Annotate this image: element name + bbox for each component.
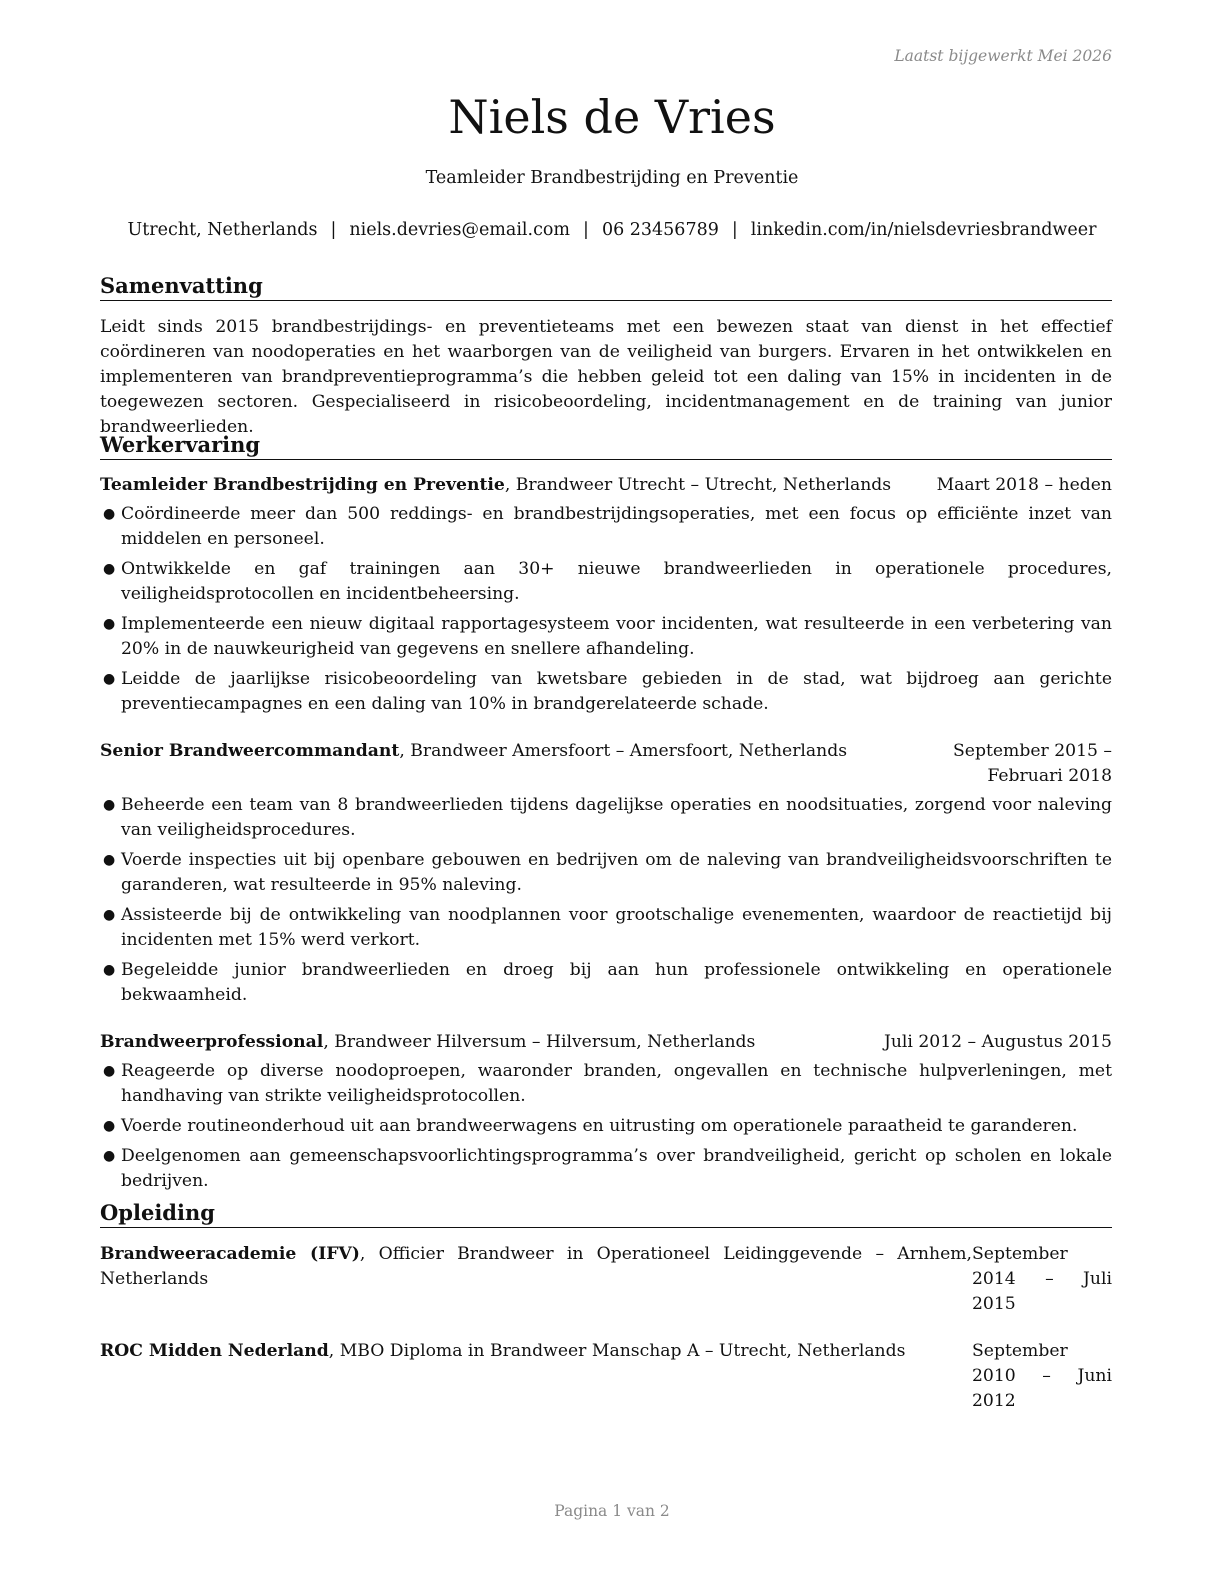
bullet-icon: ● <box>103 1148 116 1164</box>
list-item: ● Beheerde een team van 8 brandweerlieden tijdens dagelijkse operaties en noodsituaties, zorgend voor naleving van veiligheidsprocedures. <box>103 795 1112 840</box>
job-dates: Juli 2012 – Augustus 2015 <box>883 1032 1112 1052</box>
job-title: Senior Brandweercommandant <box>100 741 400 761</box>
job-entry <box>100 739 1112 1008</box>
job-dates: Maart 2018 – heden <box>936 475 1112 495</box>
education-program: , MBO Diploma in Brandweer Manschap A – Utrecht, Netherlands <box>328 1341 906 1361</box>
job-header <box>100 473 1112 498</box>
education-heading: Opleiding <box>100 1199 1112 1228</box>
summary-text: Leidt sinds 2015 brandbestrijdings- en preventieteams met een bewezen staat van dienst in het effectief coördineren van noodoperaties en het waarborgen van de veiligheid van burgers. Ervaren in het ontwikkelen en implementeren van brandpreventieprogramma’s die hebben geleid tot een daling van 15% in incidenten in de toegewezen sectoren. Gespecialiseerd in risicobeoordeling, incidentmanagement en de training van junior brandweerlieden. <box>100 317 1112 437</box>
summary-heading: Samenvatting <box>100 272 1112 301</box>
contact-email[interactable]: niels.devries@email.com <box>349 220 571 240</box>
bullet-icon: ● <box>103 671 116 687</box>
headline: Teamleider Brandbestrijding en Preventie <box>425 168 799 188</box>
list-item: ● Voerde routineonderhoud uit aan brandweerwagens en uitrusting om operationele paraatheid te garanderen. <box>100 1114 1112 1139</box>
education-entry <box>100 1339 1112 1414</box>
list-item: ● Coördineerde meer dan 500 reddings- en brandbestrijdingsoperaties, met een focus op efficiënte inzet van middelen en personeel. <box>103 504 1112 549</box>
list-item: ● Ontwikkelde en gaf trainingen aan 30+ nieuwe brandweerlieden in operationele procedures, veiligheidsprotocollen en incidentbeheersing. <box>103 559 1112 604</box>
list-item: ● Reageerde op diverse noodoproepen, waaronder branden, ongevallen en technische hulpverleningen, met handhaving van strikte veiligheidsprotocollen. <box>103 1061 1112 1106</box>
job-bullets <box>100 1059 1112 1194</box>
education-school: ROC Midden Nederland <box>100 1341 329 1361</box>
list-item: ● Assisteerde bij de ontwikkeling van noodplannen voor grootschalige evenementen, waardoor de reactietijd bij incidenten met 15% werd verkort. <box>103 905 1112 950</box>
bullet-icon: ● <box>103 907 116 923</box>
contact-separator: | <box>583 220 589 240</box>
summary-section <box>100 272 1112 440</box>
list-item: ● Deelgenomen aan gemeenschapsvoorlichtingsprogramma’s over brandveiligheid, gericht op scholen en lokale bedrijven. <box>103 1146 1112 1191</box>
job-bullets <box>100 502 1112 717</box>
list-item: ● Leidde de jaarlijkse risicobeoordeling van kwetsbare gebieden in de stad, wat bijdroeg aan gerichte preventiecampagnes en een daling van 10% in brandgerelateerde schade. <box>103 669 1112 714</box>
bullet-icon: ● <box>103 1118 116 1134</box>
experience-section <box>100 431 1112 1199</box>
job-entry <box>100 473 1112 717</box>
education-dates: September 2010 – Juni 2012 <box>972 1341 1112 1411</box>
job-title: Brandweerprofessional <box>100 1032 324 1052</box>
page-number: Pagina 1 van 2 <box>554 1502 670 1520</box>
education-dates: September 2014 – Juli 2015 <box>972 1244 1112 1314</box>
job-title: Teamleider Brandbestrijding en Preventie <box>100 475 505 495</box>
bullet-icon: ● <box>103 561 116 577</box>
contact-phone[interactable]: 06 23456789 <box>601 220 719 240</box>
education-section <box>100 1199 1112 1414</box>
list-item: ● Implementeerde een nieuw digitaal rapportagesysteem voor incidenten, wat resulteerde in een verbetering van 20% in de nauwkeurigheid van gegevens en snellere afhandeling. <box>103 614 1112 659</box>
bullet-icon: ● <box>103 852 116 868</box>
education-program: , Officier Brandweer in Operationeel Leidinggevende – Arnhem, Netherlands <box>100 1244 973 1289</box>
job-entry <box>100 1030 1112 1194</box>
job-bullets <box>100 793 1112 1008</box>
job-header <box>100 1030 1112 1055</box>
bullet-icon: ● <box>103 616 116 632</box>
job-employer: , Brandweer Amersfoort – Amersfoort, Netherlands <box>399 741 848 761</box>
bullet-icon: ● <box>103 506 116 522</box>
job-header <box>100 739 1112 789</box>
experience-heading: Werkervaring <box>100 431 1112 460</box>
bullet-icon: ● <box>103 797 116 813</box>
education-school: Brandweeracademie (IFV) <box>100 1244 360 1264</box>
candidate-name: Niels de Vries <box>448 90 776 144</box>
last-updated: Laatst bijgewerkt Mei 2026 <box>894 47 1112 65</box>
bullet-icon: ● <box>103 1063 116 1079</box>
contact-linkedin[interactable]: linkedin.com/in/nielsdevriesbrandweer <box>750 220 1097 240</box>
list-item: ● Begeleidde junior brandweerlieden en droeg bij aan hun professionele ontwikkeling en operationele bekwaamheid. <box>103 960 1112 1005</box>
job-dates: September 2015 – Februari 2018 <box>953 741 1112 786</box>
job-employer: , Brandweer Hilversum – Hilversum, Netherlands <box>323 1032 756 1052</box>
contact-separator: | <box>731 220 738 240</box>
job-employer: , Brandweer Utrecht – Utrecht, Netherlands <box>504 475 892 495</box>
contact-location: Utrecht, Netherlands <box>127 220 318 240</box>
contact-separator: | <box>330 220 337 240</box>
list-item: ● Voerde inspecties uit bij openbare gebouwen en bedrijven om de naleving van brandveiligheidsvoorschriften te garanderen, wat resulteerde in 95% naleving. <box>103 850 1112 895</box>
contact-line <box>0 218 1224 243</box>
education-entry <box>100 1242 1112 1317</box>
bullet-icon: ● <box>103 962 116 978</box>
